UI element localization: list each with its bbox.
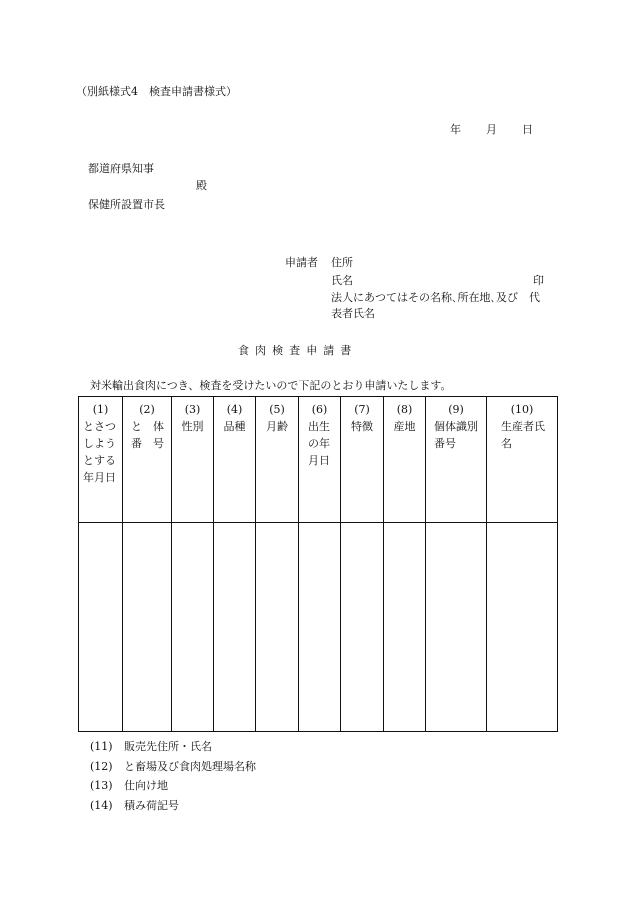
column-label: 個体識別番号	[434, 420, 478, 450]
column-header	[79, 397, 123, 523]
column-label: と 体番 号	[131, 420, 164, 450]
column-label: 生産者氏 名	[501, 420, 556, 450]
table-cell[interactable]	[299, 523, 341, 732]
column-label: 特徴	[351, 420, 373, 433]
column-number: (3)	[184, 403, 201, 416]
table-cell[interactable]	[79, 523, 123, 732]
table-cell[interactable]	[487, 523, 558, 732]
column-label: 出生の年月日	[308, 420, 330, 467]
column-header	[256, 397, 299, 523]
column-number: (8)	[396, 403, 413, 416]
name-label: 氏名	[331, 274, 353, 287]
item-text: と畜場及び食肉処理場名称	[124, 759, 256, 773]
table-cell[interactable]	[214, 523, 256, 732]
column-header	[426, 397, 487, 523]
intro-text: 対米輸出食肉につき、検査を受けたいので下記のとおり申請いたします。	[90, 379, 452, 392]
column-label: とさつしようとする年月日	[83, 420, 116, 484]
addressee-honorific: 殿	[196, 179, 207, 192]
table-cell[interactable]	[341, 523, 384, 732]
address-label: 住所	[331, 256, 353, 269]
column-number: (1)	[92, 403, 109, 416]
list-item	[90, 800, 256, 820]
column-label: 産地	[393, 420, 416, 433]
item-number: (11)	[90, 740, 113, 753]
item-text: 販売先住所・氏名	[124, 740, 212, 753]
column-label: 品種	[223, 420, 246, 433]
item-text: 仕向け地	[124, 779, 168, 792]
column-header	[172, 397, 214, 523]
column-number: (9)	[448, 403, 464, 416]
item-number: (13)	[90, 779, 113, 792]
column-number: (7)	[354, 403, 370, 416]
applicant-label: 申請者	[285, 256, 318, 269]
table-cell[interactable]	[384, 523, 426, 732]
table-cell[interactable]	[256, 523, 299, 732]
table-cell[interactable]	[123, 523, 172, 732]
item-text: 積み荷記号	[124, 798, 179, 812]
table-cell[interactable]	[426, 523, 487, 732]
corporate-note-line1: 法人にあつてはその名称､所在地､及び 代	[331, 291, 540, 304]
addressee-mayor: 保健所設置市長	[88, 198, 165, 211]
list-item	[90, 741, 256, 761]
additional-items-list	[90, 741, 256, 819]
column-header	[214, 397, 256, 523]
date-day-label: 日	[522, 123, 533, 136]
table-body-row	[79, 523, 558, 732]
column-number: (5)	[269, 403, 285, 416]
inspection-table	[78, 396, 558, 732]
column-header	[384, 397, 426, 523]
column-number: (6)	[311, 403, 328, 416]
date-year-label: 年	[450, 123, 461, 136]
date-month-label: 月	[486, 123, 497, 136]
addressee-governor: 都道府県知事	[88, 162, 154, 175]
column-number: (10)	[510, 403, 534, 416]
list-item	[90, 761, 256, 781]
column-header	[487, 397, 558, 523]
column-label: 性別	[181, 420, 204, 433]
seal-mark: 印	[533, 274, 544, 287]
item-number: (14)	[90, 798, 113, 812]
table-cell[interactable]	[172, 523, 214, 732]
column-number: (4)	[226, 403, 243, 416]
column-header	[123, 397, 172, 523]
column-label: 月齢	[266, 420, 288, 433]
document-title: 食肉検査申請書	[238, 344, 358, 357]
column-header	[341, 397, 384, 523]
item-number: (12)	[90, 759, 113, 773]
list-item	[90, 780, 256, 800]
column-number: (2)	[139, 403, 155, 416]
column-header	[299, 397, 341, 523]
table-header-row	[79, 397, 558, 523]
form-title: （別紙様式4 検査申請書様式）	[76, 85, 237, 98]
corporate-note-line2: 表者氏名	[331, 307, 375, 320]
